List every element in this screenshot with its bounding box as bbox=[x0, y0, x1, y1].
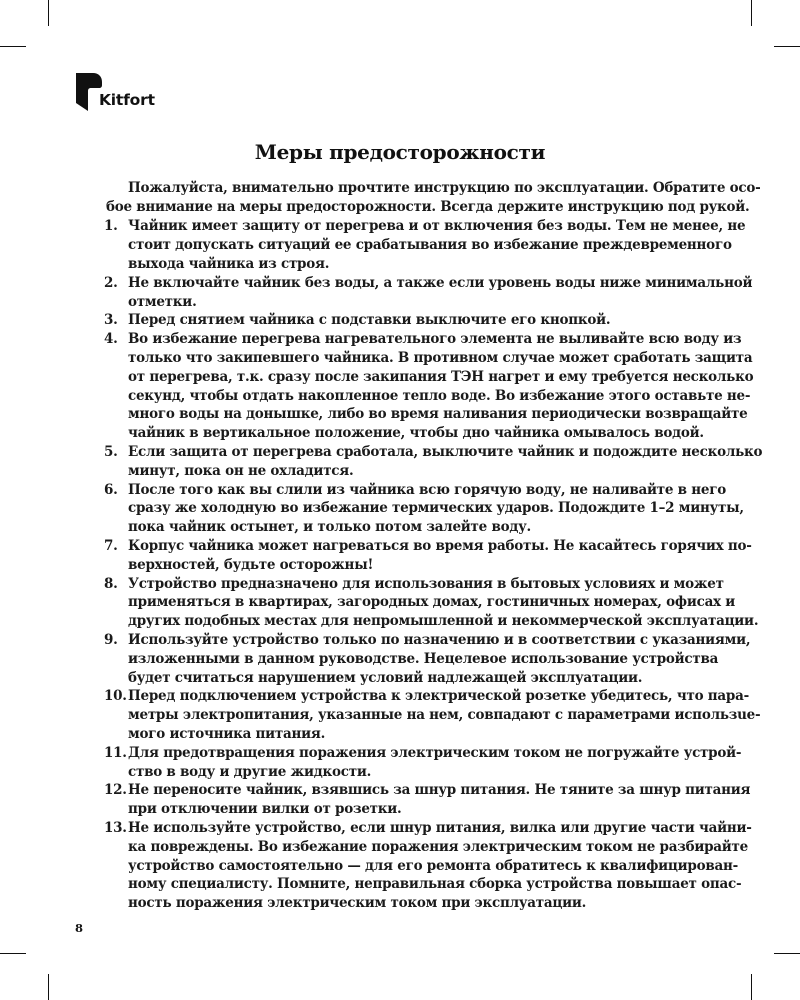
list-item-number: 2. bbox=[104, 275, 118, 291]
page-title: Меры предосторожности bbox=[254, 140, 546, 164]
list-item-line: сразу же холодную во избежание термических ударов. Подождите 1–2 минуты, bbox=[128, 500, 744, 516]
crop-mark-top-left-horizontal bbox=[0, 46, 26, 47]
list-item-line: мого источника питания. bbox=[128, 726, 326, 742]
list-item-line: Корпус чайника может нагреваться во время работы. Не касайтесь горячих по- bbox=[128, 538, 752, 554]
list-item-line: других подобных местах для непромышленной и некоммерческой эксплуатации. bbox=[128, 613, 759, 629]
list-item-line: Не переносите чайник, взявшись за шнур питания. Не тяните за шнур питания bbox=[128, 782, 751, 798]
list-item-line: Используйте устройство только по назначению и в соответствии с указаниями, bbox=[128, 632, 751, 648]
list-item-number: 11. bbox=[104, 745, 127, 761]
list-item-line: секунд, чтобы отдать накопленное тепло воде. Во избежание этого оставьте не- bbox=[128, 388, 751, 404]
list-item-line: ство в воду и другие жидкости. bbox=[128, 764, 372, 780]
list-item-line: стоит допускать ситуаций ее срабатывания во избежание преждевременного bbox=[128, 237, 732, 253]
crop-mark-top-left-vertical bbox=[48, 0, 49, 26]
list-item-number: 13. bbox=[104, 820, 127, 836]
list-item-number: 5. bbox=[104, 444, 118, 460]
list-item-line: Для предотвращения поражения электрическим током не погружайте устрой- bbox=[128, 745, 742, 761]
list-item-line: выхода чайника из строя. bbox=[128, 256, 330, 272]
list-item-line: верхностей, будьте осторожны! bbox=[128, 557, 374, 573]
list-item-line: Во избежание перегрева нагревательного элемента не выливайте всю воду из bbox=[128, 331, 742, 347]
list-item-number: 9. bbox=[104, 632, 118, 648]
list-item-line: Чайник имеет защиту от перегрева и от включения без воды. Тем не менее, не bbox=[128, 218, 746, 234]
list-item-line: Не включайте чайник без воды, а также если уровень воды ниже минимальной bbox=[128, 275, 753, 291]
intro-line: бое внимание на меры предосторожности. Всегда держите инструкцию под рукой. bbox=[106, 199, 750, 215]
list-item-line: много воды на донышке, либо во время наливания периодически возвращайте bbox=[128, 406, 748, 422]
list-item-number: 7. bbox=[104, 538, 118, 554]
list-item-line: только что закипевшего чайника. В противном случае может сработать защита bbox=[128, 350, 753, 366]
list-item-line: ка повреждены. Во избежание поражения электрическим током не разбирайте bbox=[128, 839, 748, 855]
list-item-line: изложенными в данном руководстве. Нецелевое использование устройства bbox=[128, 651, 719, 667]
brand-name: Kitfort bbox=[99, 91, 155, 109]
list-item-line: После того как вы слили из чайника всю горячую воду, не наливайте в него bbox=[128, 482, 727, 498]
list-item-line: от перегрева, т.к. сразу после закипания ТЭН нагрет и ему требуется несколько bbox=[128, 369, 754, 385]
list-item-line: пока чайник остынет, и только потом залейте воду. bbox=[128, 519, 531, 535]
list-item-line: Если защита от перегрева сработала, выключите чайник и подождите несколько bbox=[128, 444, 763, 460]
list-item-number: 4. bbox=[104, 331, 118, 347]
list-item-line: Перед подключением устройства к электрической розетке убедитесь, что пара- bbox=[128, 688, 749, 704]
crop-mark-bottom-right-horizontal bbox=[774, 953, 800, 954]
list-item-line: Перед снятием чайника с подставки выключите его кнопкой. bbox=[128, 312, 611, 328]
list-item-number: 3. bbox=[104, 312, 118, 328]
list-item-line: ному специалисту. Помните, неправильная сборка устройства повышает опас- bbox=[128, 876, 742, 892]
list-item-number: 10. bbox=[104, 688, 127, 704]
list-item-line: устройство самостоятельно — для его ремонта обратитесь к квалифицирован- bbox=[128, 858, 738, 874]
crop-mark-top-right-horizontal bbox=[774, 46, 800, 47]
list-item-line: чайник в вертикальное положение, чтобы дно чайника омывалось водой. bbox=[128, 425, 704, 441]
list-item-line: Не используйте устройство, если шнур питания, вилка или другие части чайни- bbox=[128, 820, 752, 836]
list-item-line: отметки. bbox=[128, 294, 197, 310]
list-item-line: при отключении вилки от розетки. bbox=[128, 801, 402, 817]
crop-mark-top-right-vertical bbox=[751, 0, 752, 26]
list-item-line: ность поражения электрическим током при эксплуатации. bbox=[128, 895, 587, 911]
intro-line: Пожалуйста, внимательно прочтите инструкцию по эксплуатации. Обратите осо- bbox=[128, 180, 761, 196]
list-item-line: Устройство предназначено для использования в бытовых условиях и может bbox=[128, 576, 724, 592]
list-item-number: 6. bbox=[104, 482, 118, 498]
list-item-number: 12. bbox=[104, 782, 127, 798]
list-item-line: минут, пока он не охладится. bbox=[128, 463, 354, 479]
page-number: 8 bbox=[75, 921, 84, 935]
list-item-line: применяться в квартирах, загородных домах, гостиничных номерах, офисах и bbox=[128, 594, 736, 610]
crop-mark-bottom-left-horizontal bbox=[0, 953, 26, 954]
list-item-line: будет считаться нарушением условий надлежащей эксплуатации. bbox=[128, 670, 643, 686]
list-item-number: 8. bbox=[104, 576, 118, 592]
brand-logo bbox=[76, 73, 186, 111]
list-item-line: метры электропитания, указанные на нем, совпадают с параметрами использue- bbox=[128, 707, 761, 723]
crop-mark-bottom-left-vertical bbox=[48, 974, 49, 1000]
crop-mark-bottom-right-vertical bbox=[751, 974, 752, 1000]
list-item-number: 1. bbox=[104, 218, 118, 234]
